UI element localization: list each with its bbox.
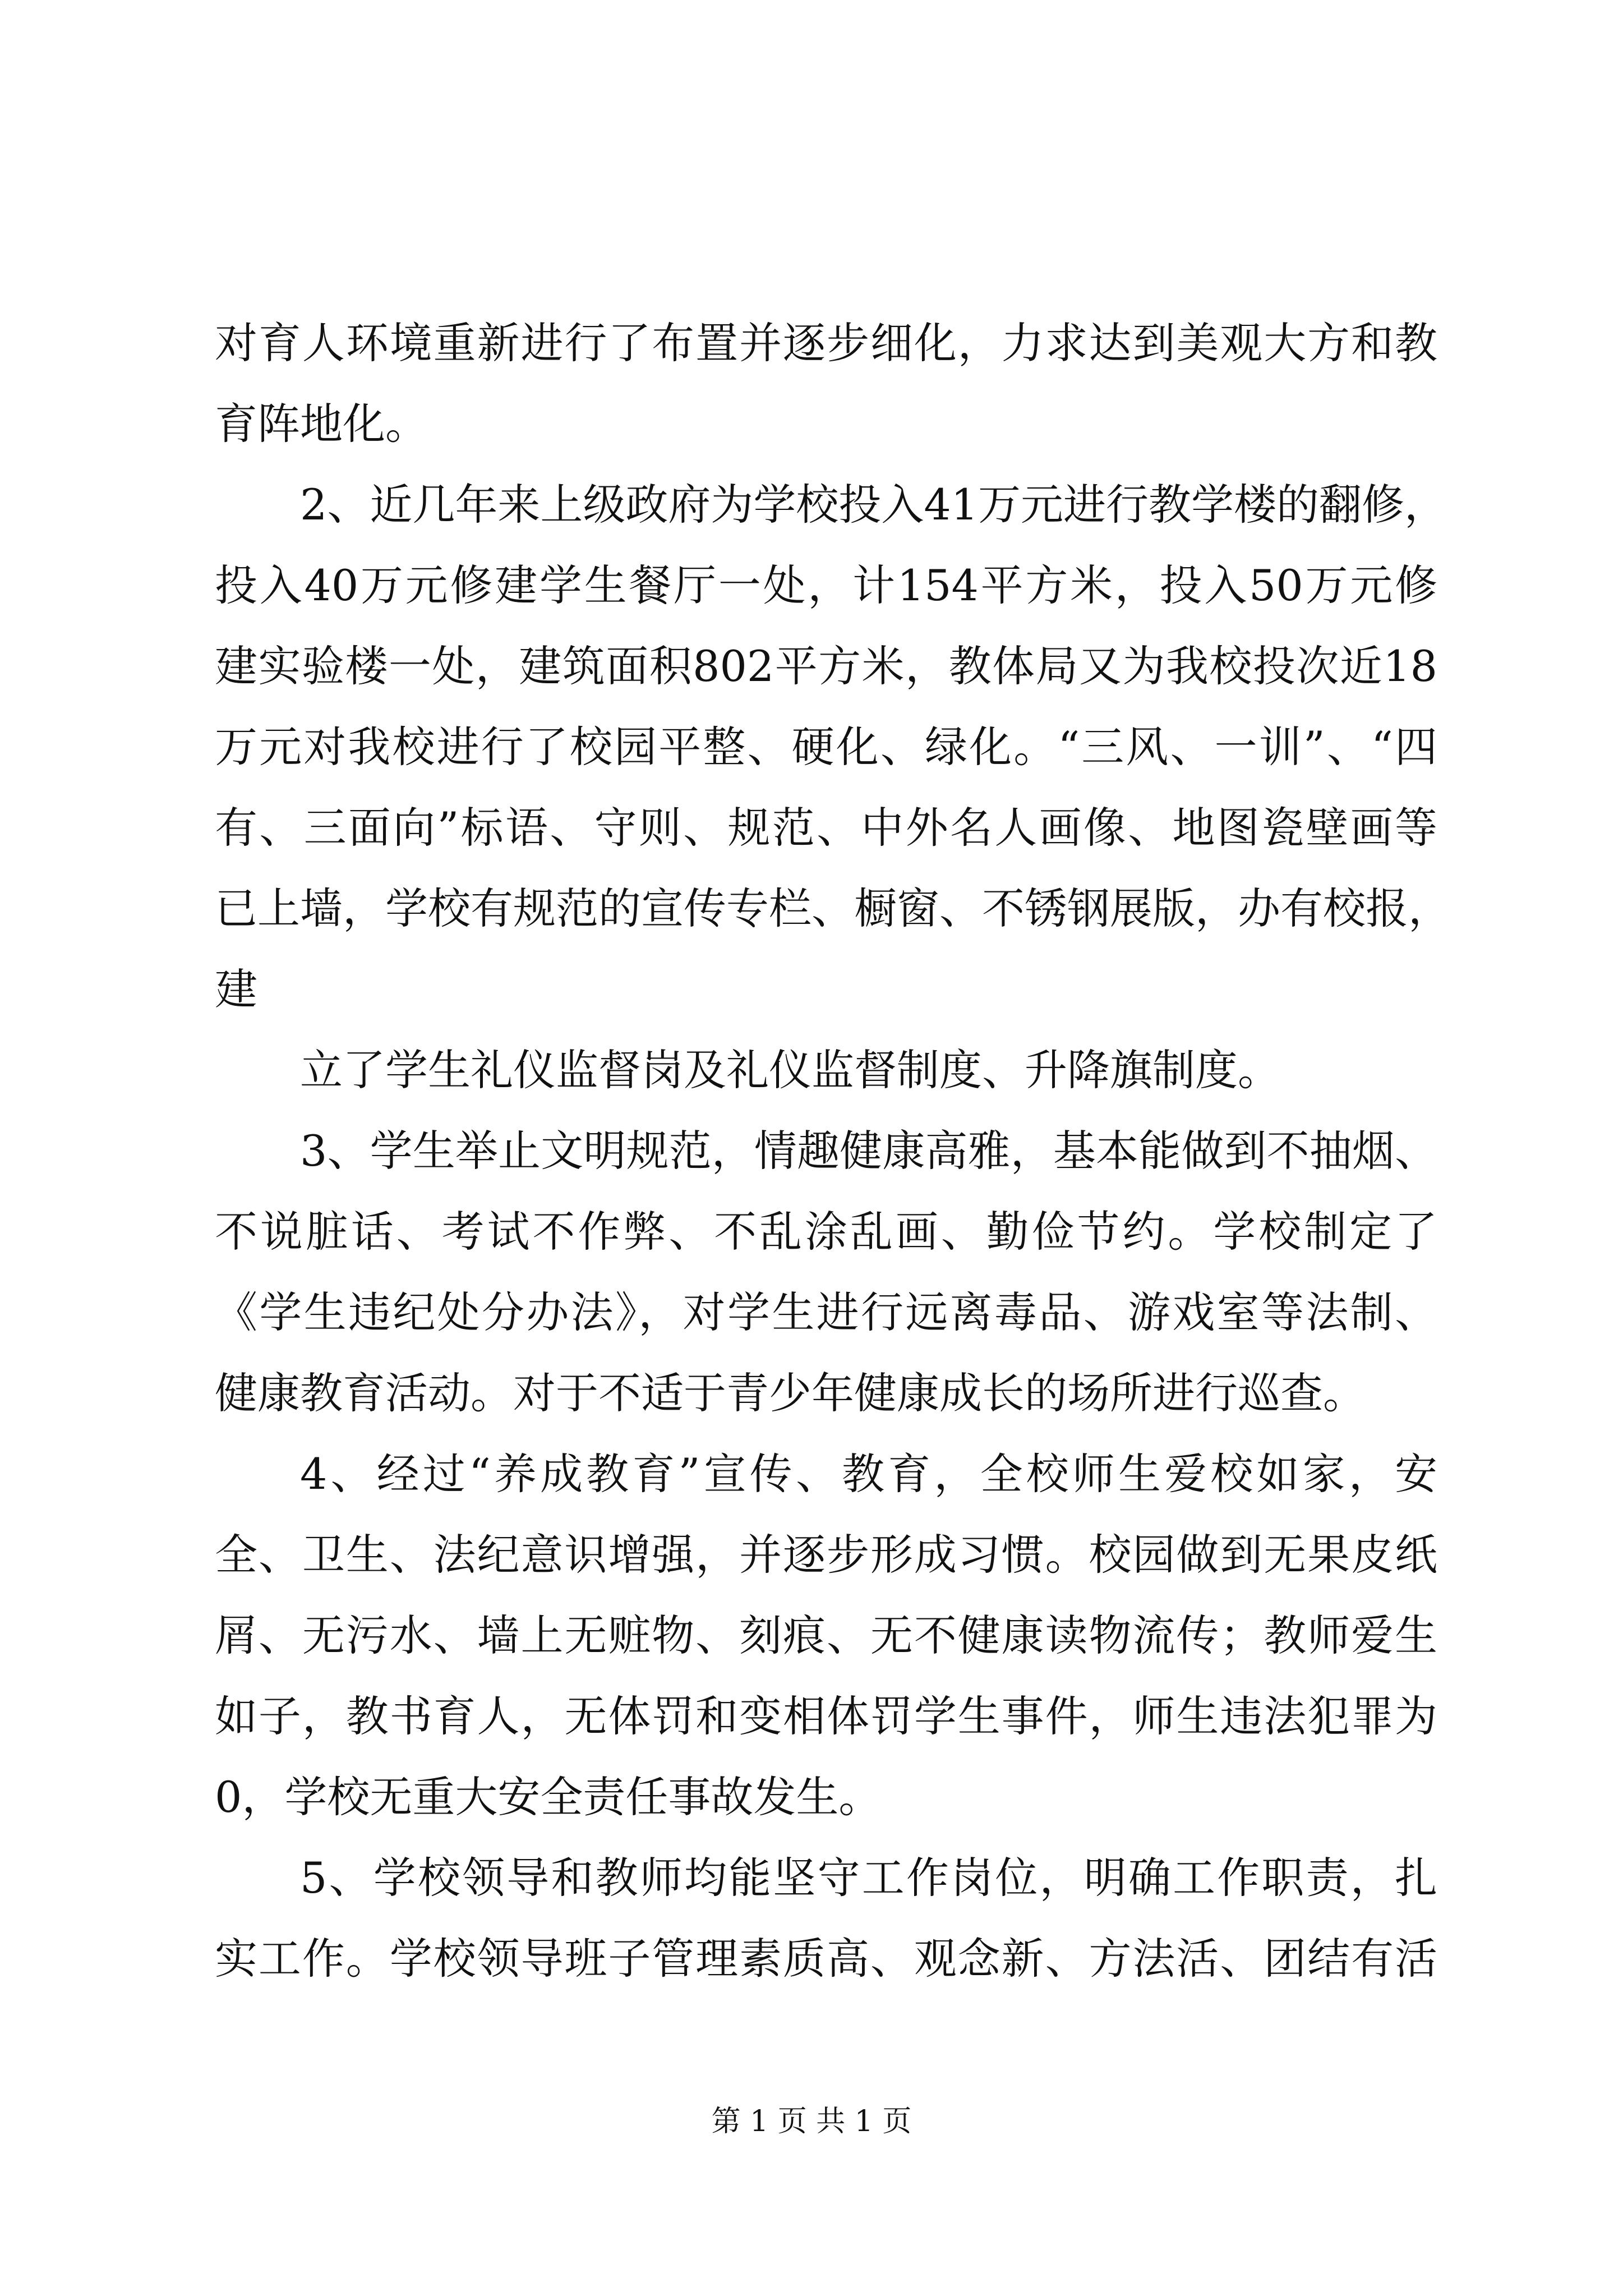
text-line: 0，学校无重大安全责任事故发生。 <box>215 1772 882 1822</box>
paragraph <box>215 1030 1437 1111</box>
text-line: 屑、无污水、墙上无赃物、刻痕、无不健康读物流传；教师爱生 <box>215 1611 1437 1660</box>
text-line: 投入40万元修建学生餐厅一处，计154平方米，投入50万元修 <box>215 560 1437 610</box>
text-line: 《学生违纪处分办法》，对学生进行远离毒品、游戏室等法制、 <box>215 1287 1437 1337</box>
document-body <box>215 303 1451 1999</box>
paragraph <box>215 1434 1437 1838</box>
paragraph <box>215 464 1451 1030</box>
text-line: 4、经过“养成教育”宣传、教育，全校师生爱校如家，安 <box>300 1449 1437 1499</box>
text-line: 全、卫生、法纪意识增强，并逐步形成习惯。校园做到无果皮纸 <box>215 1530 1437 1580</box>
text-line: 实工作。学校领导班子管理素质高、观念新、方法活、团结有活 <box>215 1934 1437 1984</box>
text-line: 5、学校领导和教师均能坚守工作岗位，明确工作职责，扎 <box>300 1853 1437 1903</box>
paragraph <box>215 303 1437 464</box>
paragraph <box>215 1838 1437 1999</box>
text-line: 健康教育活动。对于不适于青少年健康成长的场所进行巡查。 <box>215 1368 1366 1418</box>
text-line: 已上墙，学校有规范的宣传专栏、橱窗、不锈钢展版，办有校报， <box>215 884 1451 933</box>
text-line: 不说脏话、考试不作弊、不乱涂乱画、勤俭节约。学校制定了 <box>215 1207 1437 1257</box>
page-number-footer: 第 1 页 共 1 页 <box>711 2105 912 2138</box>
text-line: 建实验楼一处，建筑面积802平方米，教体局又为我校投次近18 <box>215 641 1437 691</box>
text-line: 如子，教书育人，无体罚和变相体罚学生事件，师生违法犯罪为 <box>215 1691 1437 1741</box>
text-line: 2、近几年来上级政府为学校投入41万元进行教学楼的翻修， <box>300 480 1447 530</box>
text-line: 立了学生礼仪监督岗及礼仪监督制度、升降旗制度。 <box>300 1045 1280 1095</box>
text-line: 建 <box>215 964 257 1014</box>
text-line: 育阵地化。 <box>215 399 428 449</box>
text-line: 3、学生举止文明规范，情趣健康高雅，基本能做到不抽烟、 <box>300 1126 1437 1176</box>
text-line: 有、三面向”标语、守则、规范、中外名人画像、地图瓷壁画等 <box>215 803 1437 853</box>
paragraph <box>215 1111 1437 1434</box>
text-line: 对育人环境重新进行了布置并逐步细化，力求达到美观大方和教 <box>215 318 1437 368</box>
text-line: 万元对我校进行了校园平整、硬化、绿化。“三风、一训”、“四 <box>215 722 1437 772</box>
